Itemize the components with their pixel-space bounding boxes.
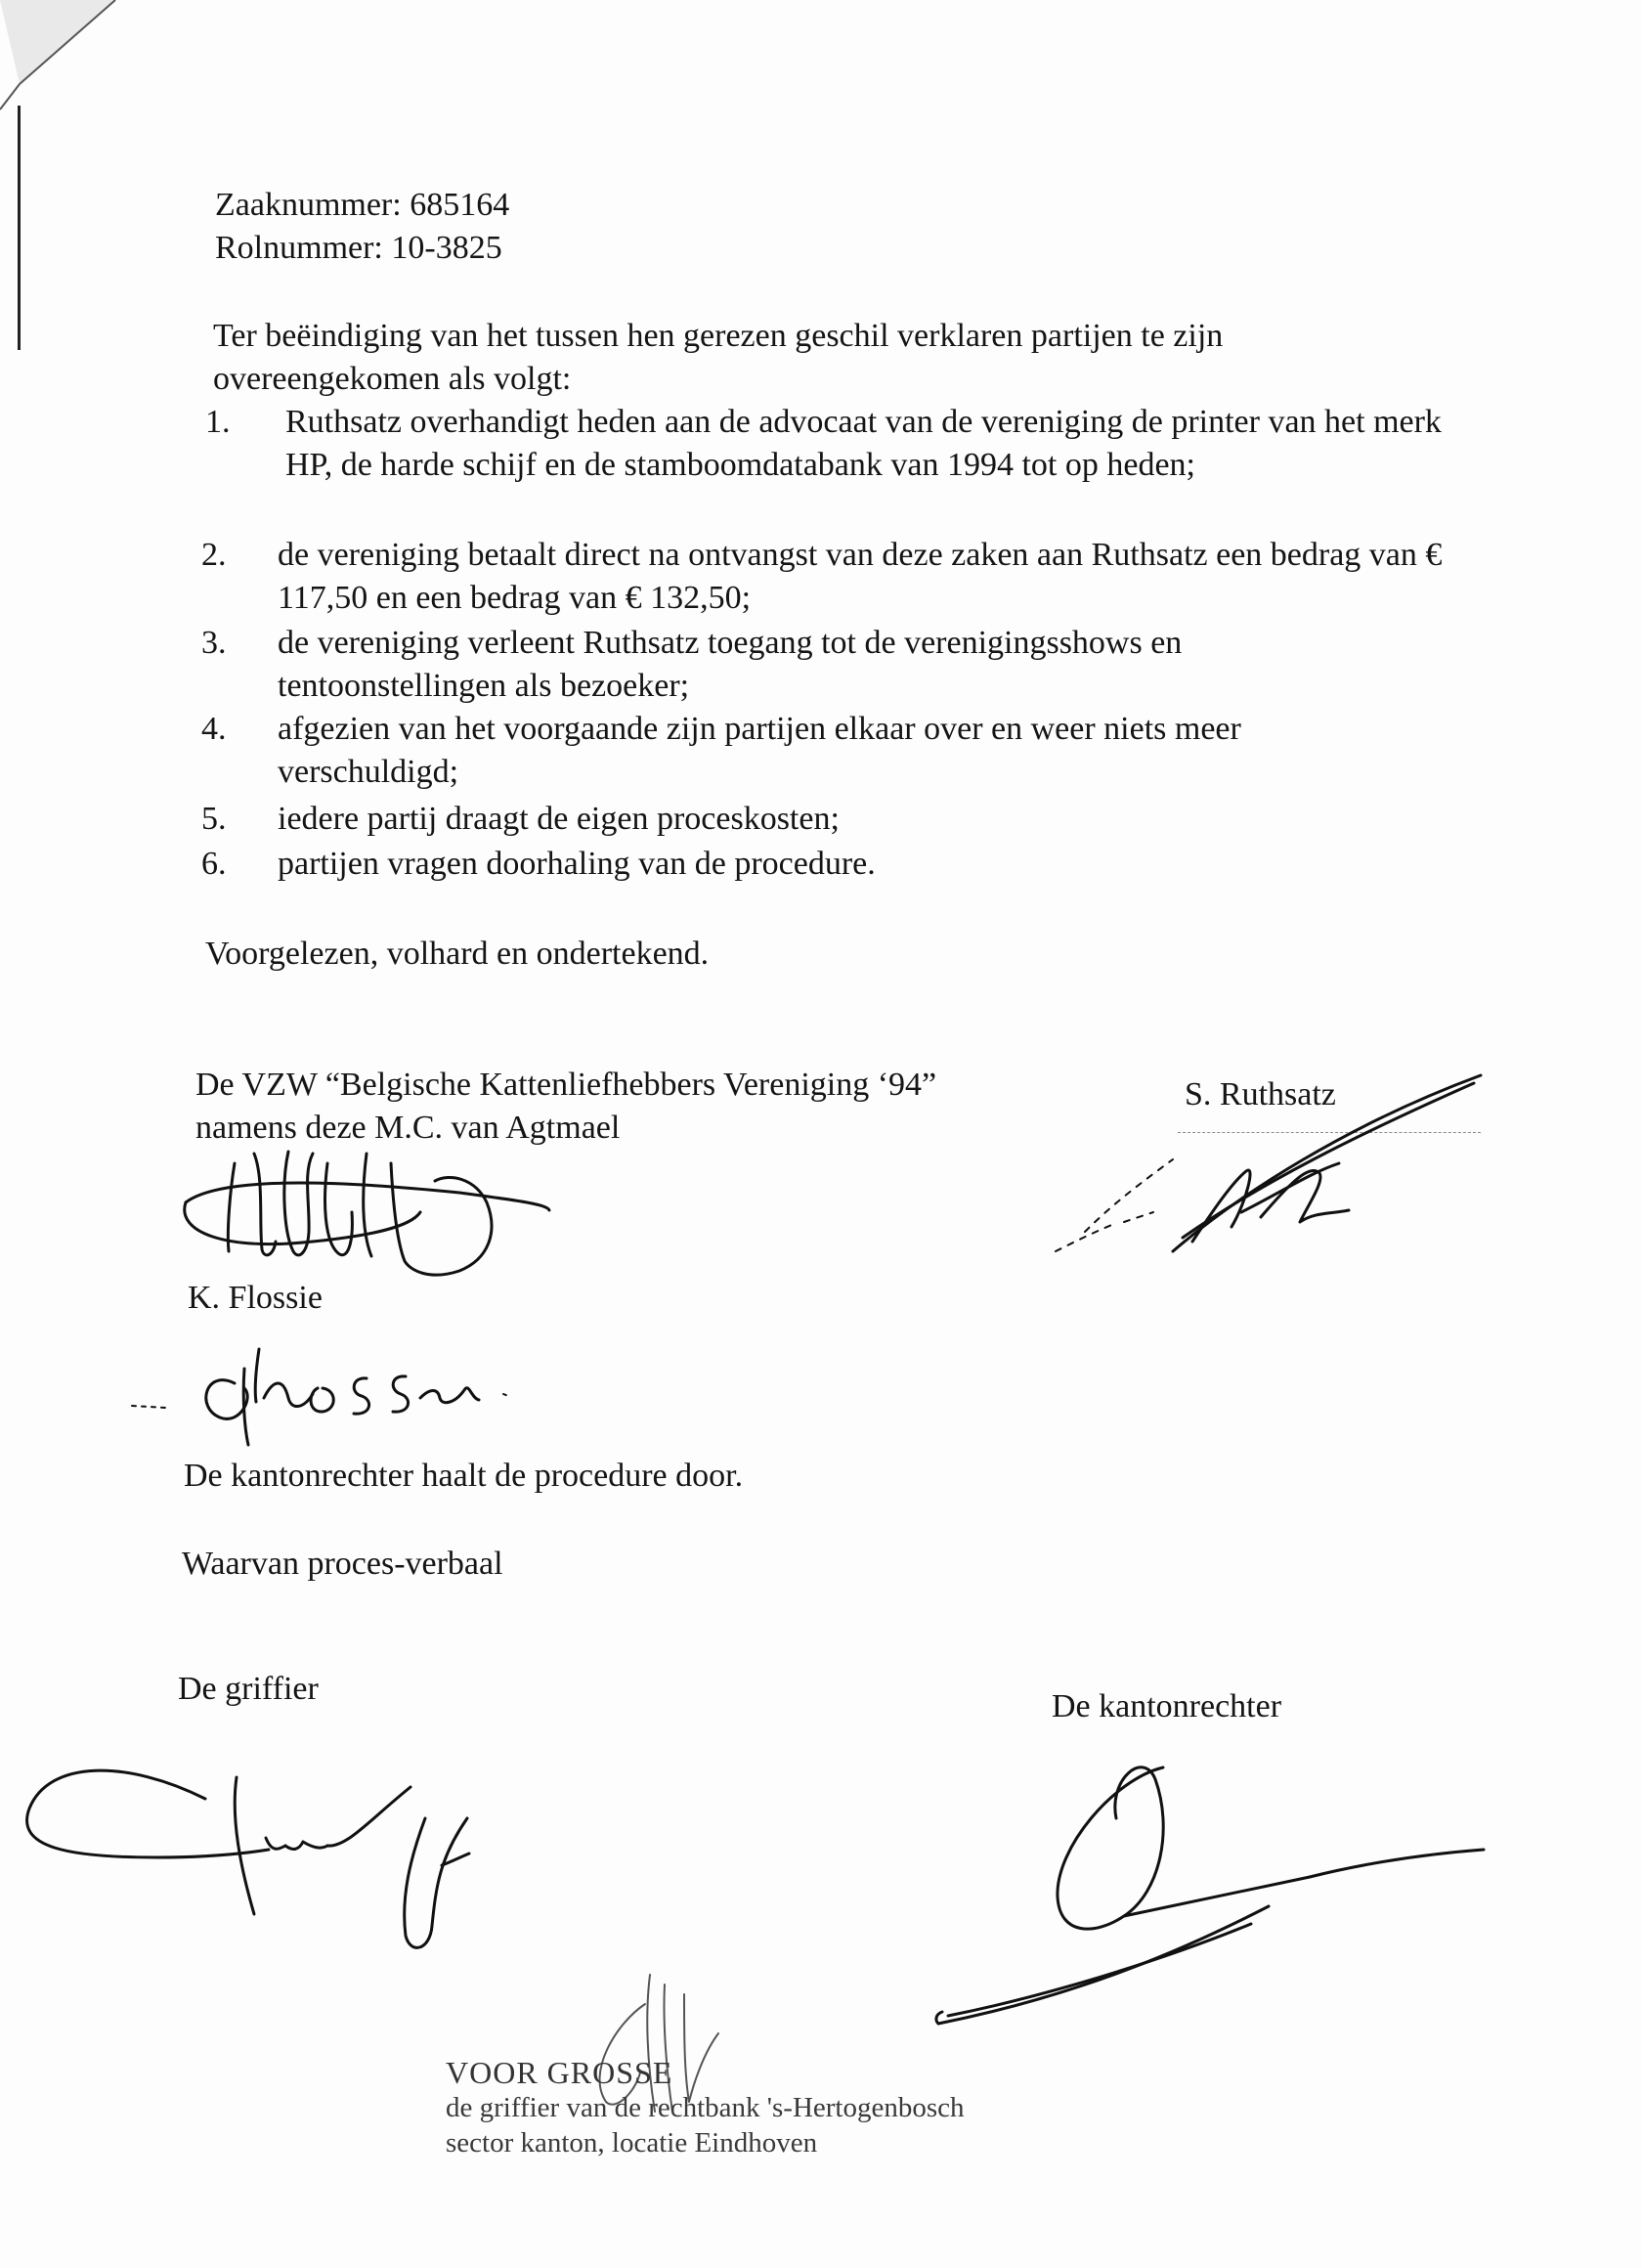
signature-griffier [10, 1740, 498, 1965]
flossie-name: K. Flossie [188, 1280, 323, 1316]
list-item-text: Ruthsatz overhandigt heden aan de advocaat van de vereniging de printer van het merk HP, de harde schijf en de stamboomdatabank van 1994 tot op heden; [285, 404, 1442, 483]
intro-paragraph: Ter beëindiging van het tussen hen gerezen geschil verklaren partijen te zijn overeengekomen als volgt: [213, 318, 1224, 397]
signature-kantonrechter [899, 1740, 1505, 2033]
grosse-court: de griffier van de rechtbank 's-Hertogenbosch [446, 2092, 965, 2123]
list-item-text: de vereniging betaalt direct na ontvangst van deze zaken aan Ruthsatz een bedrag van € 117,50 en een bedrag van € 132,50; [278, 537, 1443, 616]
folded-corner [0, 0, 137, 117]
list-item-text: de vereniging verleent Ruthsatz toegang tot de verenigingsshows en tentoonstellingen als bezoeker; [278, 625, 1183, 704]
griffier-label: De griffier [178, 1671, 319, 1707]
kantonrechter-label: De kantonrechter [1052, 1688, 1282, 1724]
proces-verbaal-line: Waarvan proces-verbaal [182, 1546, 503, 1582]
vzw-representative: namens deze M.C. van Agtmael [195, 1110, 621, 1146]
list-item-number: 6. [201, 846, 227, 882]
signature-agtmael [166, 1134, 577, 1300]
grosse-location: sector kanton, locatie Eindhoven [446, 2127, 818, 2159]
zaaknummer: Zaaknummer: 685164 [215, 187, 510, 223]
rolnummer: Rolnummer: 10-3825 [215, 230, 502, 266]
list-item-number: 4. [201, 711, 227, 747]
decision-statement: De kantonrechter haalt de procedure door. [184, 1458, 744, 1494]
list-item-number: 3. [201, 625, 227, 661]
scan-edge-line [18, 106, 21, 350]
list-item-text: iedere partij draagt de eigen proceskosten; [278, 801, 840, 837]
signature-flossie [127, 1339, 557, 1447]
closing-statement: Voorgelezen, volhard en ondertekend. [205, 936, 710, 972]
grosse-stamp [446, 2055, 965, 2160]
list-item-number: 5. [201, 801, 227, 837]
case-numbers [215, 184, 509, 270]
signature-ruthsatz [1046, 1066, 1515, 1271]
grosse-heading: VOOR GROSSE [446, 2055, 673, 2090]
ruthsatz-name: S. Ruthsatz [1185, 1076, 1336, 1112]
list-item-number: 2. [201, 537, 227, 573]
list-item-text: partijen vragen doorhaling van de procedure. [278, 846, 876, 882]
list-item-text: afgezien van het voorgaande zijn partijen elkaar over en weer niets meer verschuldigd; [278, 711, 1241, 790]
vzw-name: De VZW “Belgische Kattenliefhebbers Vereniging ‘94” [195, 1067, 937, 1103]
list-item-number: 1. [205, 404, 231, 440]
